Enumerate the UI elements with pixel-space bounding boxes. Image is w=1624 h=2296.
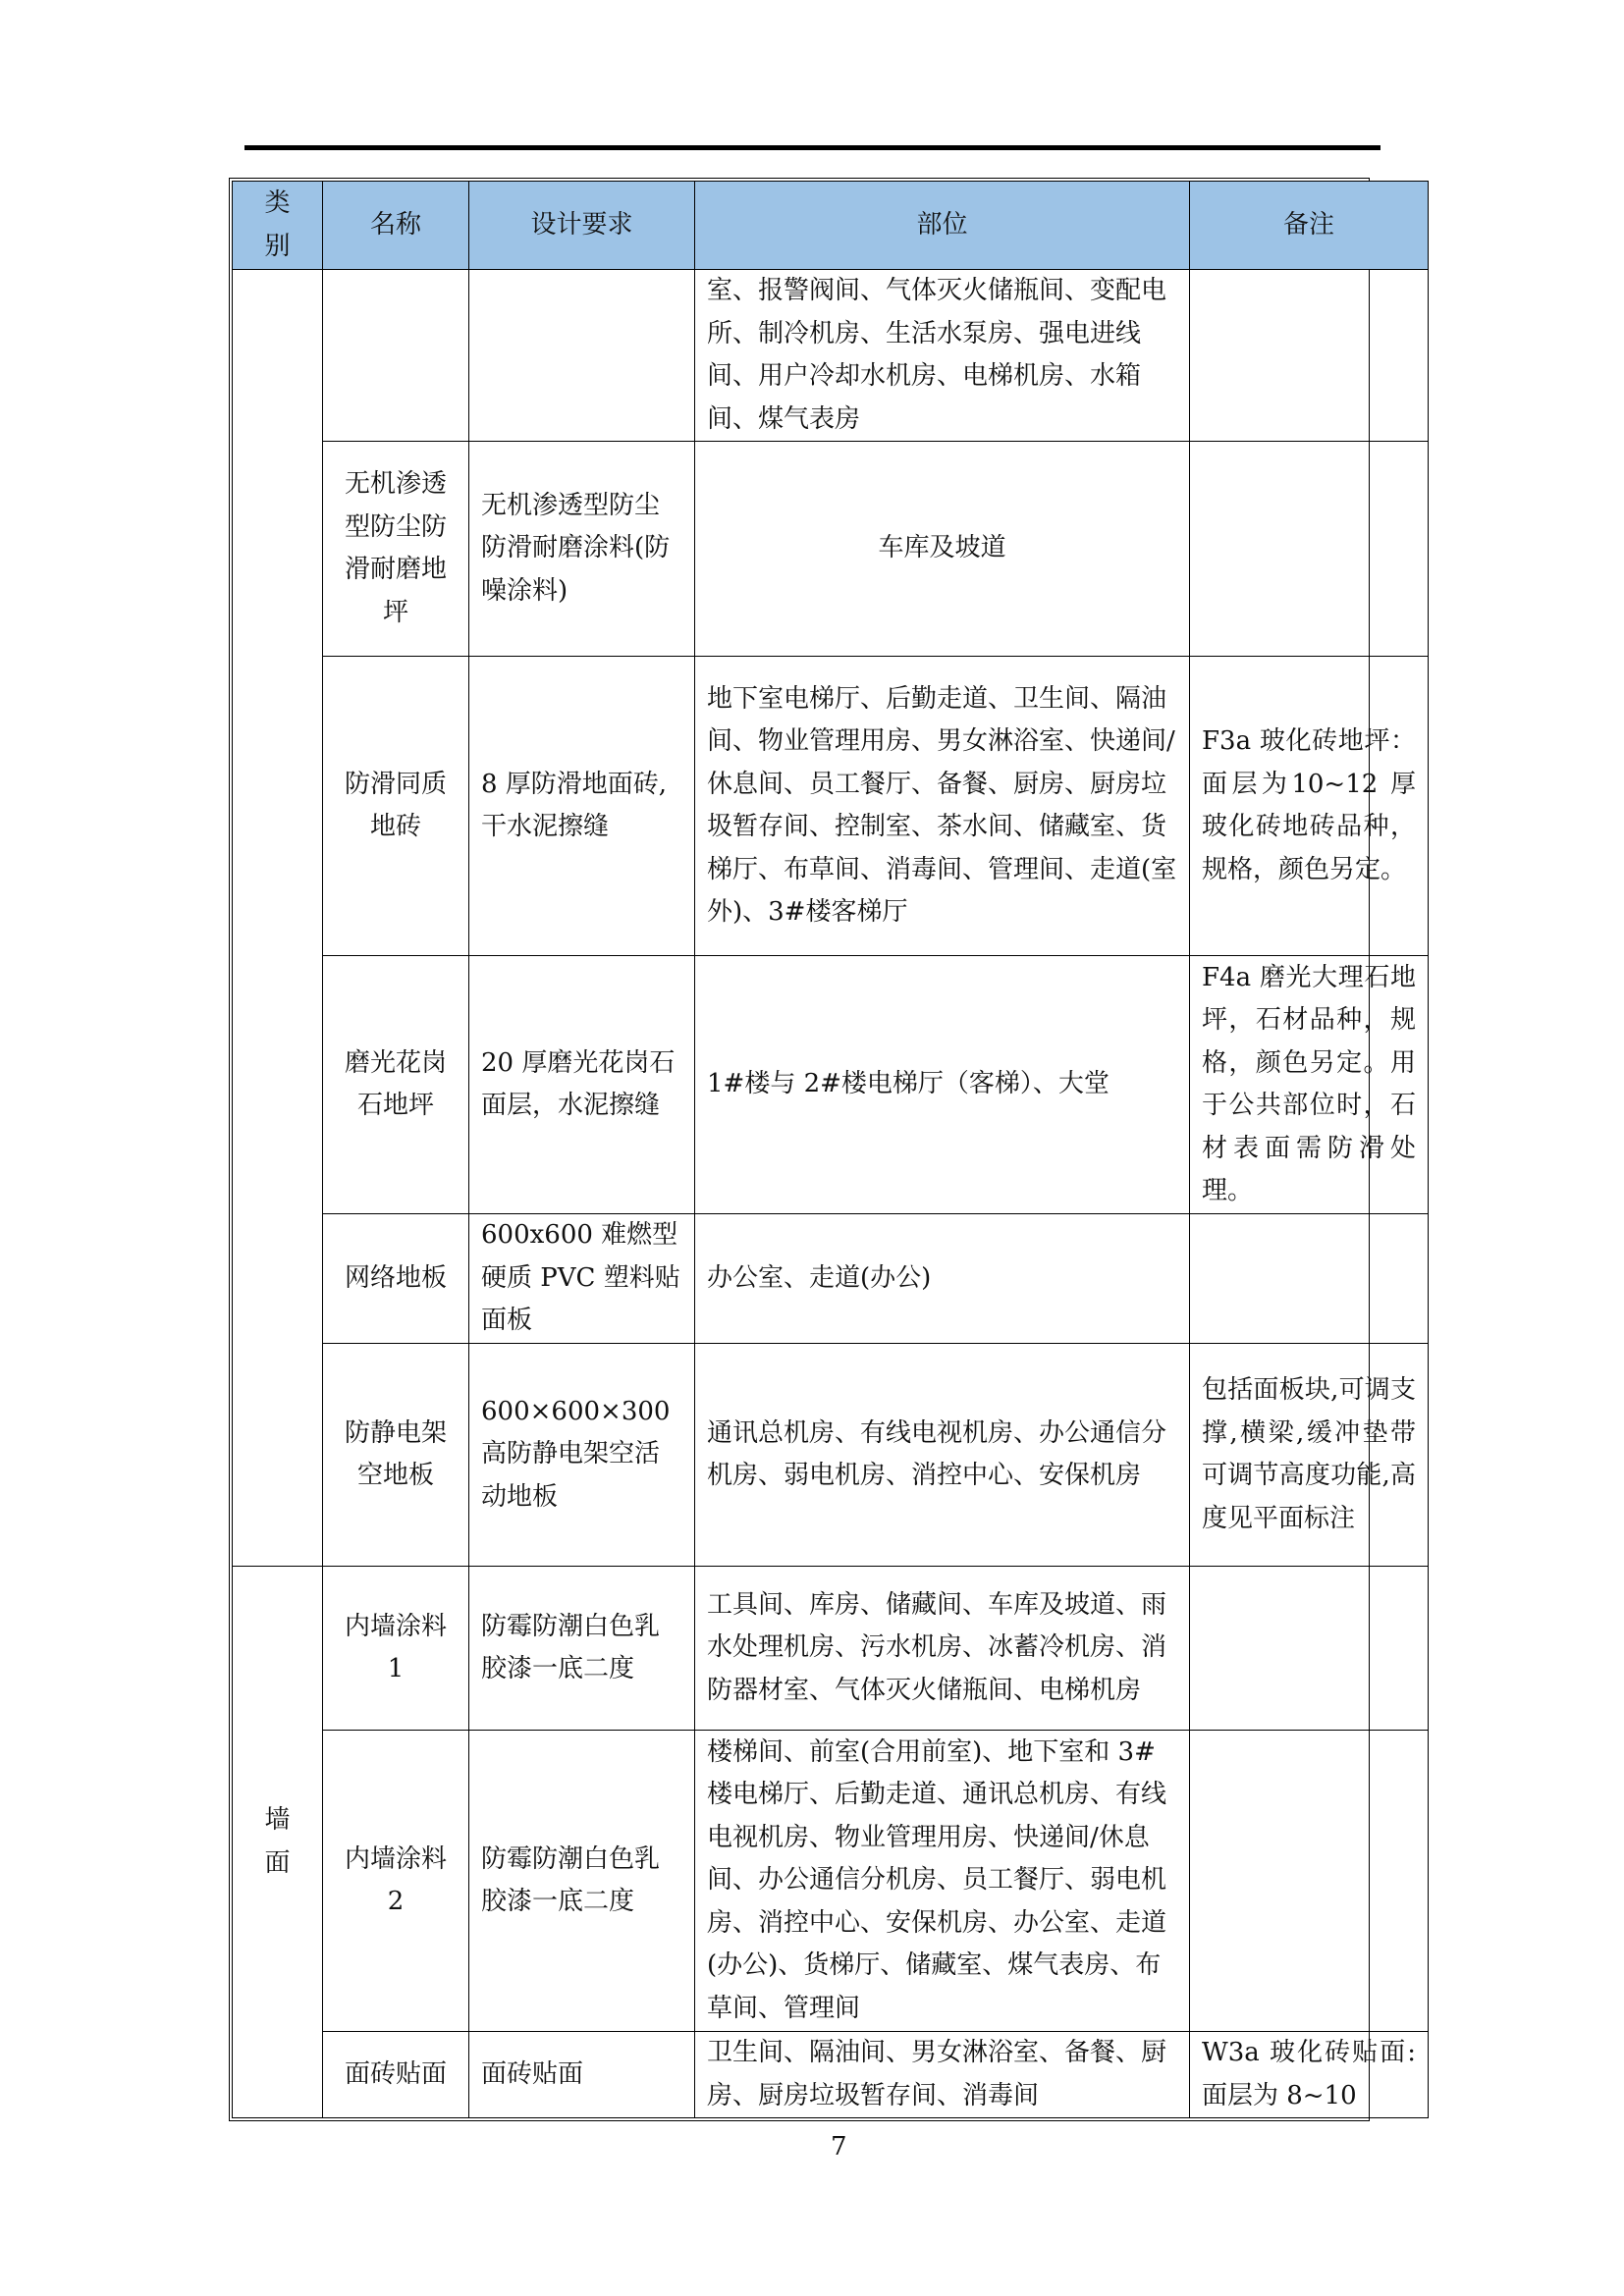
row-requirement: 8 厚防滑地面砖,干水泥擦缝 xyxy=(469,657,695,956)
row-name: 内墙涂料 2 xyxy=(323,1731,469,2032)
table-row xyxy=(233,270,1429,442)
row-requirement: 600×600×300 高防静电架空活动地板 xyxy=(469,1344,695,1567)
row-name: 无机渗透型防尘防滑耐磨地坪 xyxy=(323,442,469,657)
row-requirement: 无机渗透型防尘防滑耐磨涂料(防噪涂料) xyxy=(469,442,695,657)
header-category: 类别 xyxy=(233,182,323,270)
row-name: 防滑同质地砖 xyxy=(323,657,469,956)
table-row xyxy=(233,2032,1429,2118)
row-requirement: 20 厚磨光花岗石面层，水泥擦缝 xyxy=(469,956,695,1214)
row-name: 面砖贴面 xyxy=(323,2032,469,2118)
row-remark xyxy=(1190,1731,1429,2032)
table-row xyxy=(233,442,1429,657)
row-location: 地下室电梯厅、后勤走道、卫生间、隔油间、物业管理用房、男女淋浴室、快递间/休息间、员工餐厅、备餐、厨房、厨房垃圾暂存间、控制室、茶水间、储藏室、货梯厅、布草间、消毒间、管理间、走道(室外)、3#楼客梯厅 xyxy=(695,657,1190,956)
category-cell-floor xyxy=(233,270,323,1567)
row-requirement: 防霉防潮白色乳胶漆一底二度 xyxy=(469,1731,695,2032)
row-location: 卫生间、隔油间、男女淋浴室、备餐、厨房、厨房垃圾暂存间、消毒间 xyxy=(695,2032,1190,2118)
row-location: 室、报警阀间、气体灭火储瓶间、变配电所、制冷机房、生活水泵房、强电进线间、用户冷却水机房、电梯机房、水箱间、煤气表房 xyxy=(695,270,1190,442)
row-remark xyxy=(1190,1567,1429,1731)
row-requirement: 面砖贴面 xyxy=(469,2032,695,2118)
header-name: 名称 xyxy=(323,182,469,270)
row-name xyxy=(323,270,469,442)
table-row xyxy=(233,1214,1429,1344)
row-location: 办公室、走道(办公) xyxy=(695,1214,1190,1344)
table-row xyxy=(233,1567,1429,1731)
row-requirement: 600x600 难燃型硬质 PVC 塑料贴面板 xyxy=(469,1214,695,1344)
row-location: 通讯总机房、有线电视机房、办公通信分机房、弱电机房、消控中心、安保机房 xyxy=(695,1344,1190,1567)
row-name: 防静电架空地板 xyxy=(323,1344,469,1567)
row-name: 磨光花岗石地坪 xyxy=(323,956,469,1214)
row-remark: W3a 玻化砖贴面:面层为 8~10 xyxy=(1190,2032,1429,2118)
row-name: 网络地板 xyxy=(323,1214,469,1344)
row-remark xyxy=(1190,1214,1429,1344)
row-location: 车库及坡道 xyxy=(695,442,1190,657)
table-row xyxy=(233,956,1429,1214)
finishes-table-frame xyxy=(229,178,1416,2121)
table-row xyxy=(233,1731,1429,2032)
row-remark: F3a 玻化砖地坪：面层为10~12 厚玻化砖地砖品种，规格，颜色另定。 xyxy=(1190,657,1429,956)
row-location: 1#楼与 2#楼电梯厅（客梯）、大堂 xyxy=(695,956,1190,1214)
table-row xyxy=(233,1344,1429,1567)
page-number: 7 xyxy=(831,2132,847,2162)
finishes-table xyxy=(232,181,1429,2118)
row-location: 楼梯间、前室(合用前室)、地下室和 3#楼电梯厅、后勤走道、通讯总机房、有线电视机房、物业管理用房、快递间/休息间、办公通信分机房、员工餐厅、弱电机房、消控中心、安保机房、办公室、走道(办公)、货梯厅、储藏室、煤气表房、布草间、管理间 xyxy=(695,1731,1190,2032)
table-row xyxy=(233,657,1429,956)
row-remark xyxy=(1190,442,1429,657)
header-remark: 备注 xyxy=(1190,182,1429,270)
table-header-row xyxy=(233,182,1429,270)
category-cell-wall: 墙面 xyxy=(233,1567,323,2118)
row-remark xyxy=(1190,270,1429,442)
page-header-rule xyxy=(244,145,1380,150)
row-remark: F4a 磨光大理石地坪，石材品种，规格，颜色另定。用于公共部位时，石材表面需防滑处理。 xyxy=(1190,956,1429,1214)
header-location: 部位 xyxy=(695,182,1190,270)
row-remark: 包括面板块,可调支撑,横梁,缓冲垫带可调节高度功能,高度见平面标注 xyxy=(1190,1344,1429,1567)
row-requirement: 防霉防潮白色乳胶漆一底二度 xyxy=(469,1567,695,1731)
row-location: 工具间、库房、储藏间、车库及坡道、雨水处理机房、污水机房、冰蓄冷机房、消防器材室、气体灭火储瓶间、电梯机房 xyxy=(695,1567,1190,1731)
row-name: 内墙涂料 1 xyxy=(323,1567,469,1731)
row-requirement xyxy=(469,270,695,442)
header-requirement: 设计要求 xyxy=(469,182,695,270)
